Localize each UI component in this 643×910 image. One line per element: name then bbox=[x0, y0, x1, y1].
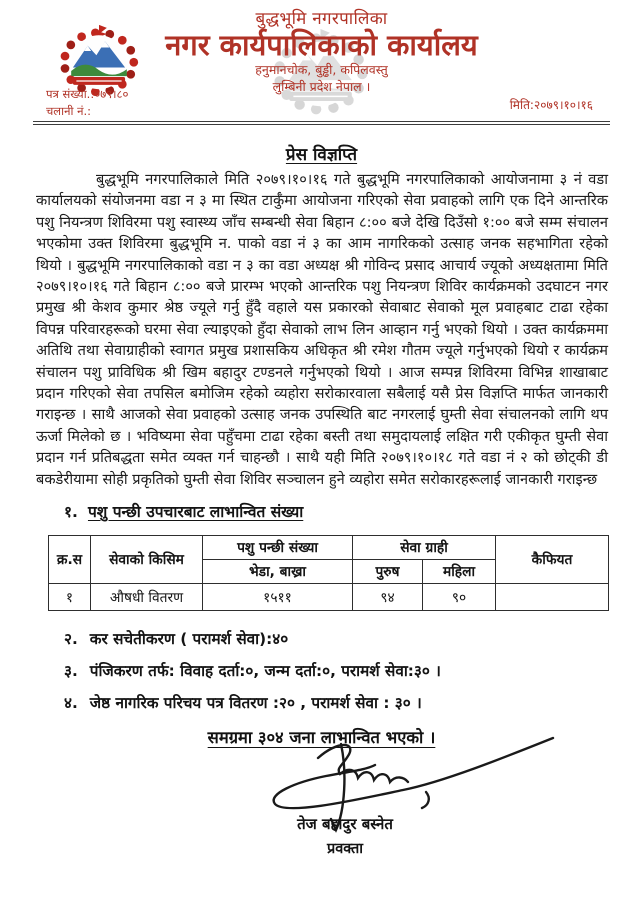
table-header-row-1 bbox=[49, 536, 609, 560]
header-divider bbox=[33, 121, 610, 125]
list-item bbox=[64, 629, 643, 649]
section-1-title: पशु पन्छी उपचारबाट लाभान्वित संख्या bbox=[87, 503, 304, 522]
letterhead bbox=[0, 0, 643, 126]
list-item-number: २. bbox=[64, 630, 78, 649]
list-item-text: पंजिकरण तर्फ: विवाह दर्ता:०, जन्म दर्ता:०, परामर्श सेवा:३० । bbox=[89, 662, 441, 681]
col-serial-number: क्र.स bbox=[49, 536, 91, 584]
col-animal-count-group: पशु पन्छी संख्या bbox=[203, 536, 353, 560]
service-summary-list bbox=[64, 629, 643, 713]
beneficiary-table bbox=[48, 535, 609, 611]
dispatch-number: चलानी नं.: bbox=[46, 104, 92, 119]
list-item-number: ४. bbox=[64, 694, 78, 713]
section-1-number: १. bbox=[64, 503, 78, 522]
cell-male: ९४ bbox=[353, 584, 423, 611]
list-item bbox=[64, 661, 643, 681]
letter-number: पत्र संख्या.:०७९।८० bbox=[46, 87, 129, 101]
cell-female: ९० bbox=[423, 584, 496, 611]
section-1-heading bbox=[64, 500, 643, 522]
address-line-1: हनुमानचोक, बुड्ढी, कपिलवस्तु bbox=[255, 62, 388, 78]
cell-service: औषधी वितरण bbox=[91, 584, 203, 611]
office-name: नगर कार्यपालिकाको कार्यालय bbox=[165, 28, 478, 62]
col-female: महिला bbox=[423, 560, 496, 584]
list-item bbox=[64, 693, 643, 713]
cell-animals: १५११ bbox=[203, 584, 353, 611]
col-service-recipient-group: सेवा ग्राही bbox=[353, 536, 496, 560]
list-item-text: जेष्ठ नागरिक परिचय पत्र वितरण :२० , परामर्श सेवा : ३० । bbox=[89, 694, 422, 713]
list-item-text: कर सचेतीकरण ( परामर्श सेवा):४० bbox=[89, 630, 289, 649]
list-item-number: ३. bbox=[64, 662, 78, 681]
document-title: प्रेस विज्ञप्ति bbox=[285, 145, 358, 165]
signatory-name: तेज बहादुर बस्नेत bbox=[297, 815, 393, 834]
table-row bbox=[49, 584, 609, 611]
col-remarks: कैफियत bbox=[496, 536, 609, 584]
municipality-name: बुद्धभूमि नगरपालिका bbox=[255, 9, 388, 29]
col-male: पुरुष bbox=[353, 560, 423, 584]
col-sheep-goat: भेडा, बाख्रा bbox=[203, 560, 353, 584]
signatory-designation: प्रवक्ता bbox=[326, 841, 364, 858]
signature-block bbox=[0, 748, 643, 878]
body-paragraph: बुद्धभूमि नगरपालिकाले मिति २०७९।१०।१६ गते बुद्धभूमि नगरपालिकाको आयोजनामा ३ नं वडा कार्यालयको संयोजनमा वडा न ३ मा स्थित टार्कुँमा आयोजना गरिएको सेवा प्रवाहको लागि एक दिने आन्तरिक पशु नियन्त्रण शिविरमा पशु स्वास्थ्य जाँच सम्बन्धी सेवा बिहान ८:०० बजे देखि दिउँसो १:०० बजे सम्म संचालन भएकोमा उक्त शिविरमा बुद्धभूमि न. पाको वडा नं ३ का आम नागरिकको उत्साह जनक सहभागिता रहेको थियो । बुद्धभूमि नगरपालिकाको वडा न ३ का वडा अध्यक्ष श्री गोविन्द प्रसाद आचार्य ज्यूको अध्यक्षतामा मिति २०७९।१०।१६ गते बिहान ८:०० बजे प्रारम्भ भएको आन्तरिक पशु नियन्त्रण शिविर कार्यक्रमको उदघाटन नगर प्रमुख श्री केशव कुमार श्रेष्ठ ज्यूले गर्नु हुँदै वहाले यस प्रकारको सेवाबाट सेवाको मूल प्रवाहबाट टाढा रहेका विपन्न परिवारहरूको घरमा सेवा ल्याइएको हुँदा सेवाको लाभ लिन आव्हान गर्नु भएको थियो । उक्त कार्यक्रममा अतिथि तथा सेवाग्राहीको स्वागत प्रमुख प्रशासकिय अधिकृत श्री रमेश गौतम ज्यूले गर्नुभएको थियो र कार्यक्रम संचालन पशु प्राविधिक श्री खिम बहादुर टण्डनले गर्नुभएको थियो । आज सम्पन्न शिविरमा विभिन्न शाखाबाट प्रदान गरिएको सेवा तपसिल बमोजिम रहेको व्यहोरा सरोकारवाला सबैलाई यसै प्रेस विज्ञप्ति मार्फत जानकारी गराइन्छ । साथै आजको सेवा प्रवाहको उत्साह जनक उपस्थिति बाट नगरलाई घुम्ती सेवा संचालनको लागि थप ऊर्जा मिलेको छ । भविष्यमा सेवा पहुँचमा टाढा रहेका बस्ती तथा समुदायलाई लक्षित गरी एकीकृत घुम्ती सेवा प्रदान गर्न प्रतिबद्धता समेत व्यक्त गर्न चाहन्छौ । साथै यही मिति २०७९।१०।१८ गते वडा नं २ को छोट्की डी बकडेरीयामा सोही प्रकृतिको घुम्ती सेवा शिविर सञ्चालन हुने व्यहोरा समेत सरोकारहरूलाई जानकारी गराइन्छ bbox=[36, 171, 608, 488]
col-service-type: सेवाको किसिम bbox=[91, 536, 203, 584]
total-beneficiaries-line: समग्रमा ३०४ जना लाभान्वित भएको । bbox=[207, 728, 436, 748]
cell-remarks bbox=[496, 584, 609, 611]
cell-serial: १ bbox=[49, 584, 91, 611]
address-line-2: लुम्बिनी प्रदेश नेपाल । bbox=[272, 79, 371, 95]
date: मिति:२०७९।१०।१६ bbox=[509, 98, 593, 112]
